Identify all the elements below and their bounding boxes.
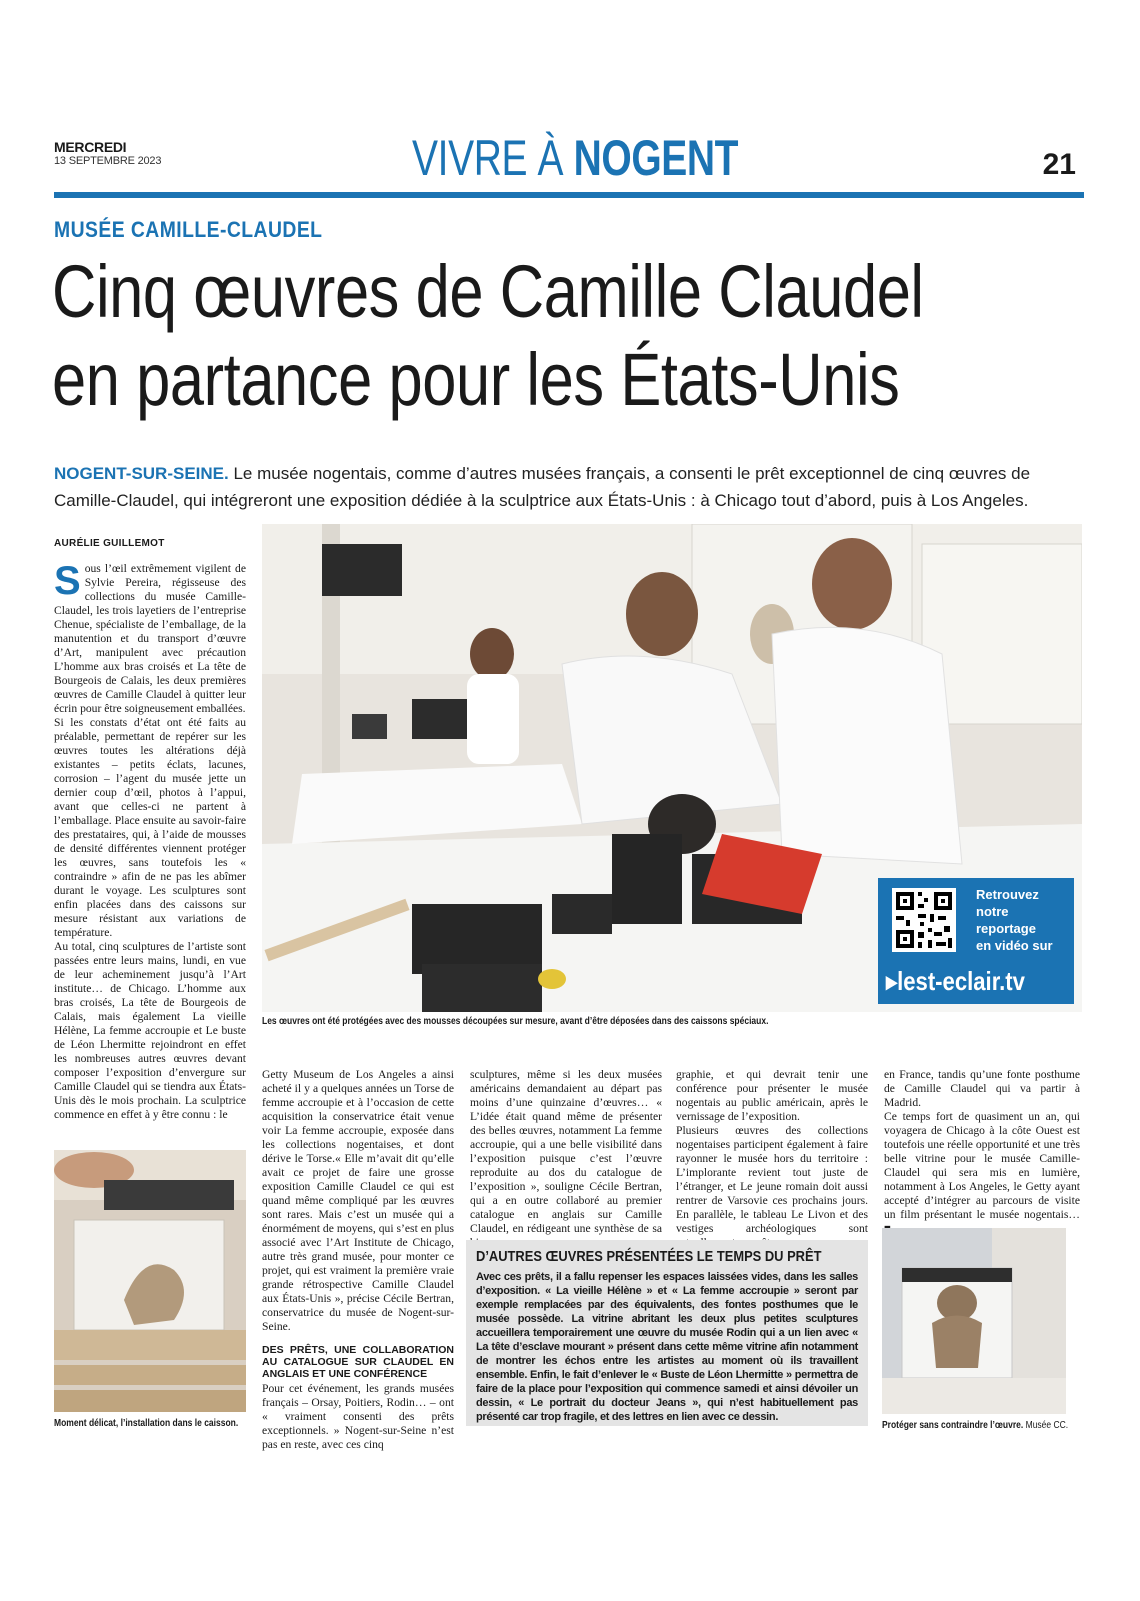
col3-paragraph-1: sculptures, même si les deux musées américains demandaient au départ pas moins d’une quinzaine d’œuvres… « L’idée était quand même de présenter des belles œuvres, notamment La femme accroupie, qui a une belle visibilité dans l’exposition puisque c’est l’œuvre reproduite au dos du catalogue de l’exposition », souligne Cécile Bertran, qui a en outre collaboré au premier catalogue en anglais sur Camille Claudel, en rédigeant une synthèse de sa [470,1068,662,1235]
promo-line-2: notre [976,904,1009,919]
left-photo-illustration [54,1150,246,1412]
promo-text [976,886,1053,954]
promo-line-3: reportage [976,921,1036,936]
col1-paragraph-2: Si les constats d’état ont été faits au préalable, permettant de repérer sur les œuvres toutes les altérations déjà existantes – petits éclats, lacunes, corrosion – l’agent du musée jette un dernier coup d’œil, photos à l’appui, avant que celles-ci ne partent à l’emballage. Place ensuite au savoir-faire des prestataires, qui, à l’aide de mousses de densité différentes viennent protéger les œuvres, sans toutefois les « contraindre » afin de ne pas les abîmer durant le voyage. Les sculptures sont enfin placées dans des caissons sur mesure résistant aux variations de température. [54,716,246,939]
article-column-1 [54,559,246,1122]
sidebar-box [466,1240,868,1426]
headline-line-2: en partance pour les États-Unis [52,338,900,421]
edition-date: 13 SEPTEMBRE 2023 [54,155,162,167]
sidebar-title: D’AUTRES ŒUVRES PRÉSENTÉES LE TEMPS DU PRÊT [476,1248,822,1265]
col4-paragraph-1: graphie, et qui devrait tenir une conférence pour présenter le musée nogentais au public américain, après le vernissage de l’exposition. [676,1068,868,1123]
article-column-4 [676,1068,868,1250]
left-photo-caption: Moment délicat, l’installation dans le caisson. [54,1418,239,1429]
article-headline [52,248,965,424]
section-title-bold: NOGENT [573,130,739,186]
col1-paragraph-1: ous l’œil extrêmement vigilent de Sylvie Pereira, régisseuse des collections du musée Camille-Claudel, les trois layetiers de l’entreprise Chenue, spécialiste de l’emballage, de la manutention et du transport d’œuvre d’Art, manipulent avec précaution L’homme aux bras croisés et La tête de Bourgeois de Calais, les deux premières œuvres de Camille Claudel à quitter leur écrin pour être soigneusement emballées. [54,562,246,715]
article-column-3 [470,1068,662,1250]
article-column-2 [262,1068,454,1452]
dropcap: S [54,559,81,603]
qr-code-icon[interactable] [892,888,956,952]
article-lede [54,460,1084,514]
right-photo [882,1228,1066,1414]
promo-site-text: lest-eclair.tv [897,966,1025,996]
right-photo-caption [882,1420,1068,1431]
headline-line-1: Cinq œuvres de Camille Claudel [52,250,924,333]
main-photo-caption: Les œuvres ont été protégées avec des mousses découpées sur mesure, avant d’être déposées dans des caissons spéciaux. [262,1016,769,1027]
header-rule [54,192,1084,198]
right-caption-credit: Musée CC. [1023,1420,1069,1431]
section-title-light: VIVRE À [412,130,574,186]
edition-day: MERCREDI [54,139,127,155]
lede-location: NOGENT-SUR-SEINE. [54,464,229,483]
section-title [412,130,738,186]
right-photo-illustration [882,1228,1066,1414]
promo-site-link[interactable] [886,966,1025,997]
right-caption-bold: Protéger sans contraindre l’œuvre. [882,1420,1024,1431]
article-kicker: MUSÉE CAMILLE-CLAUDEL [54,217,323,242]
sidebar-text: Avec ces prêts, il a fallu repenser les espaces laissées vides, dans les salles d’exposition. « La vieille Hélène » et « La femme accroupie » seront par exemple remplacées par des équivalents, des fontes posthumes que le musée possède. La vitrine abritant les deux plus petites sculptures accueillera temporairement une œuvre du musée Rodin qui a un lien avec « La tête d’esclave mourant » présent dans cette même vitrine afin notamment de montrer les échos entre les artistes au moment où ils travaillent ensemble. Enfin, le fait d’enlever le « Buste de Léon Lhermitte » permettra de faire de la place pour l’exposition qui commence samedi et ainsi dévoiler un dessin, « Le portrait du docteur Jeans », qui n’est habituellement pas présenté car trop fragile, et des lettres en lien avec ce dessin. [476,1271,858,1423]
article-author: AURÉLIE GUILLEMOT [54,538,165,549]
video-promo[interactable] [878,878,1074,1004]
col5-paragraph-1: en France, tandis qu’une fonte posthume de Camille Claudel qui va partir à Madrid. [884,1068,1080,1109]
col1-paragraph-3: Au total, cinq sculptures de l’artiste sont passées entre leurs mains, lundi, en vue de leur acheminement jusqu’à l’Art institute… de Chicago. L’homme aux bras croisés, La tête de Bourgeois de Calais, mais également La vieille Hélène, La femme accroupie et Le buste de Léon Lhermitte rejoindront en effet les nombreuses autres œuvres devant composer l’exposition d’envergure sur Camille Claudel qui se tiendra aux États-Unis dès le mois prochain. La sculptrice commence en effet à y être connu : le [54,940,246,1121]
lede-text: Le musée nogentais, comme d’autres musées français, a consenti le prêt exceptionnel de cinq œuvres de Camille-Claudel, qui intégreront une exposition dédiée à la sculptrice aux États-Unis : à Chicago tout d’abord, puis à Los Angeles. [54,464,1031,510]
left-photo [54,1150,246,1412]
qr-code-graphic [892,888,956,952]
promo-line-4: en vidéo sur [976,938,1053,953]
col2-subhead: DES PRÊTS, UNE COLLABORATION AU CATALOGUE SUR CLAUDEL EN ANGLAIS ET UNE CONFÉRENCE [262,1344,454,1380]
col2-paragraph-1: Getty Museum de Los Angeles a ainsi acheté il y a quelques années un Torse de femme accroupie et à l’occasion de cette acquisition la conservatrice était venue voir La femme accroupie, exposée dans les collections nogentaises, et dont dérive le Torse.« Elle m’avait dit qu’elle avait ce projet de faire une grosse exposition Camille Claudel ce qui est quand même compliqué par les œuvres sont rares. Mais c’est un musée qui a énormément de moyens, qui s’est en plus associé avec l’Art Institute de Chicago, autre très grand musée, pour monter ce projet, qui est vraiment la première vraie grande rétrospective Camille Claudel aux États-Unis », précise Cécile Bertran, conservatrice du musée de Nogent-sur-Seine. [262,1068,454,1333]
col5-paragraph-2: Ce temps fort de quasiment un an, qui voyagera de Chicago à la côte Ouest est toutefois une réelle opportunité et une très belle vitrine pour le musée Camille-Claudel qui sera mis en lumière, notamment à Los Angeles, le Getty ayant accepté d’intégrer au parcours de visite un film présentant le musée nogentais… [884,1110,1080,1221]
play-arrow-icon: ▸ [886,966,898,996]
article-column-5 [884,1068,1080,1236]
page-number: 21 [1042,148,1076,181]
col4-paragraph-2: Plusieurs œuvres des collections nogentaises participent également à faire rayonner le musée hors du territoire : L’implorante revient tout juste de l’étranger, et Le jeune romain doit aussi rentrer de Varsovie ces prochains jours. En parallèle, le tableau Le Livon et des vestiges archéologiques sont [676,1124,868,1235]
promo-line-1: Retrouvez [976,887,1039,902]
col2-paragraph-2: Pour cet événement, les grands musées français – Orsay, Poitiers, Rodin… – ont « vraiment consenti des prêts exceptionnels. » Nogent-sur-Seine n’est pas en reste, avec ces cinq [262,1382,454,1451]
